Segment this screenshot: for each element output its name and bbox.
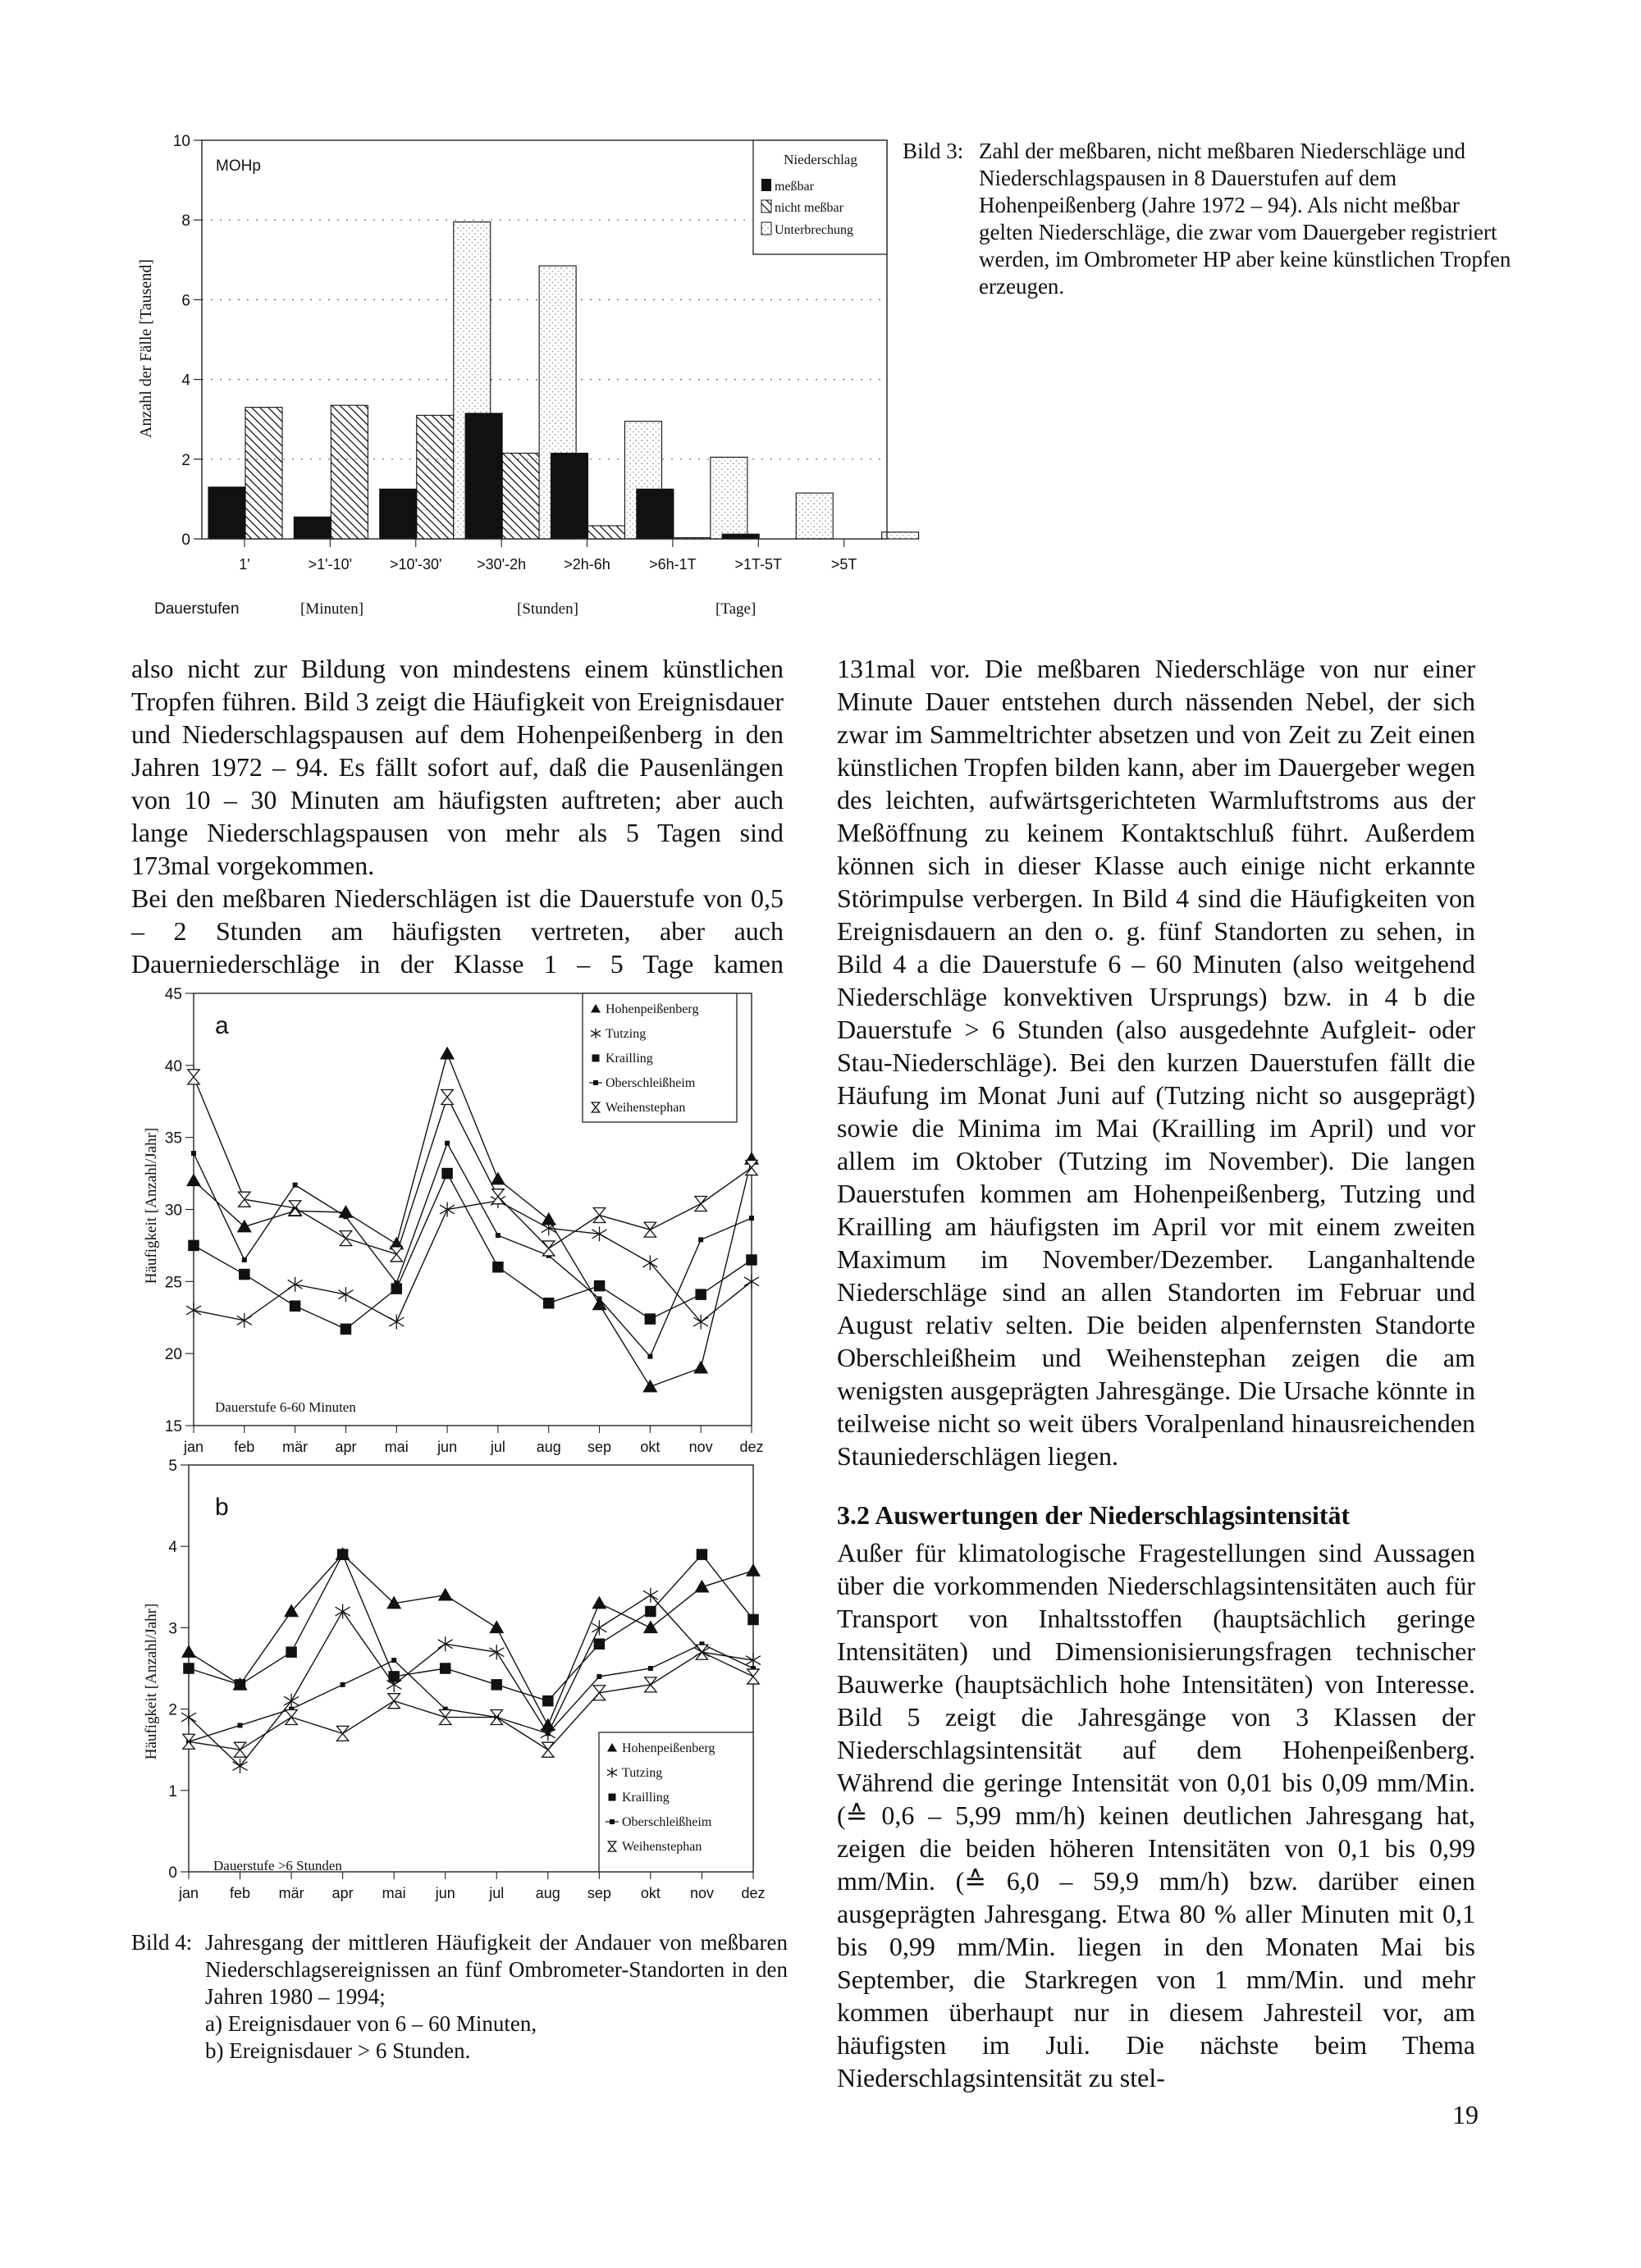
legend-label: nicht meßbar [775,201,843,215]
marker-square [239,1269,250,1280]
marker-hourglass [388,1694,400,1709]
marker-hourglass [188,1070,199,1084]
y-tick-label: 0 [168,1864,177,1882]
marker-square [747,1614,759,1626]
series-line [194,1174,752,1330]
series-krailling [188,1168,757,1335]
marker-small-square [496,1233,501,1238]
x-tick-label: apr [335,1439,357,1455]
y-tick-label: 2 [181,451,190,469]
legend-swatch-solid [761,179,771,191]
x-tick-label: nov [689,1885,714,1901]
marker-small-square [238,1723,243,1727]
x-tick-label: aug [536,1439,561,1455]
legend-label: Tutzing [606,1027,647,1041]
marker-hourglass [747,1669,759,1684]
x-tick-label: 1' [239,556,250,573]
marker-square [645,1606,656,1618]
marker-small-square [597,1674,601,1679]
legend-title: Niederschlag [784,152,857,167]
figure-4-caption [131,1929,788,2065]
series-line [189,1644,753,1741]
marker-square [543,1298,555,1309]
marker-hourglass [441,1089,453,1104]
marker-hourglass [543,1241,555,1256]
marker-triangle [694,1580,709,1593]
bar-hatch [245,408,282,539]
legend-swatch-dots [761,222,771,235]
legend [599,1732,753,1872]
marker-small-square [698,1237,703,1242]
bar-hatch [588,526,625,539]
marker-small-square [191,1151,196,1156]
x-tick-label: jul [489,1885,505,1901]
marker-small-square [647,1354,652,1359]
marker-asterisk [338,1287,353,1302]
marker-square [388,1671,400,1682]
legend-label: meßbar [775,180,814,194]
y-tick-label: 4 [181,372,190,390]
legend-label: Oberschleißheim [606,1076,696,1090]
figure-4b-line-chart [123,1458,796,1901]
unit-label-minutes: [Minuten] [300,600,364,618]
legend-label: Tutzing [622,1766,663,1780]
right-column-text [837,652,1475,2094]
marker-asterisk [288,1277,303,1292]
marker-small-square [293,1183,298,1188]
marker-hourglass [593,1686,605,1700]
y-tick-label: 30 [164,1202,182,1220]
legend-label: Krailling [606,1052,653,1066]
marker-asterisk [186,1303,201,1317]
marker-triangle [592,1596,606,1609]
bar-solid [465,413,502,539]
marker-hourglass [593,1208,605,1223]
bar-solid [380,489,417,539]
y-tick-label: 8 [181,212,190,230]
marker-hourglass [696,1645,707,1659]
caption-label: Bild 4: [131,1930,193,1955]
marker-square [645,1313,656,1325]
figure-3-caption [903,138,1518,300]
series-oberschleißheim [191,1141,754,1359]
x-axis-ticks [183,1426,764,1455]
panel-label: b [215,1494,229,1521]
y-tick-label: 15 [164,1418,182,1435]
legend-label: Hohenpeißenberg [622,1741,715,1755]
bar-dots [711,457,747,539]
legend-label: Hohenpeißenberg [606,1002,699,1016]
x-tick-label: mai [382,1885,406,1901]
y-axis-ticks [165,986,194,1435]
marker-small-square [445,1141,450,1146]
marker-hourglass [492,1189,504,1204]
legend-label: Oberschleißheim [622,1815,712,1829]
bar-solid [208,487,245,539]
marker-square [440,1663,451,1674]
marker-asterisk [237,1313,252,1328]
y-tick-label: 10 [172,133,190,150]
marker-hourglass [746,1161,757,1175]
series-tutzing [186,1193,759,1330]
marker-triangle [643,1620,658,1633]
series-line [189,1554,753,1701]
marker-square [492,1262,504,1273]
bar-hatch [502,454,539,539]
series-line [189,1554,753,1725]
marker-small-square [597,1296,602,1301]
x-tick-label: dez [741,1885,766,1901]
series-hohenpeißenberg [181,1547,761,1731]
marker-square [235,1679,246,1691]
caption-line: Jahresgang der mittleren Häufigkeit der Andauer von meßbaren Niederschlagsereignissen an fünf Ombrometer-Standorten in den Jahren 1980 – 1994; [205,1930,788,2009]
x-tick-label: aug [535,1885,560,1901]
y-tick-label: 40 [164,1057,182,1075]
marker-hourglass [289,1201,300,1216]
x-axis-title: Dauerstufen [154,600,240,618]
marker-square [290,1300,301,1312]
marker-small-square [546,1731,551,1736]
chart-annotation: Dauerstufe 6-60 Minuten [215,1399,356,1415]
x-tick-label: mär [282,1439,309,1455]
marker-triangle [746,1563,761,1577]
paragraph: 131mal vor. Die meßbaren Niederschläge von nur einer Minute Dauer entstehen durch nässenden Nebel, der sich zwar im Sammeltrichter absetzen und von Zeit zu Zeit einen künstlichen Tropfen bilden kann, aber im Dauergeber wegen des leichten, aufwärtsgerichteten Warmluftstroms aus der Meßöffnung zu keinem Kontaktschluß führt. Außerdem können sich in dieser Klasse auch einige nicht erkannte Störimpulse verbergen. In Bild 4 sind die Häufigkeiten von Ereignisdauern an den o. g. fünf Standorten zu sehen, in Bild 4 a die Dauerstufe 6 – 60 Minuten (also weitgehend Niederschläge konvektiven Ursprungs) bzw. in 4 b die Dauerstufe > 6 Stunden (also ausgedehnte Aufgleit- oder Stau-Niederschläge). Bei den kurzen Dauerstufen fällt die Häufung im Monat Juni auf (Tutzing nicht so ausgeprägt) sowie die Minima im Mai (Krailling im April) und vor allem im Oktober (Tutzing im November). Die langen Dauerstufen kommen am Hohenpeißenberg, Tutzing und Krailling am häufigsten im April vor mit einem zweiten Maximum im November/Dezember. Langanhaltende Niederschläge sind an allen Standorten im Februar und August relativ selten. Die beiden alpenfernsten Standorte Oberschleißheim und Weihenstephan zeigen die am wenigsten ausgeprägten Jahresgänge. Die Ursache könnte in teilweise nicht so weit übers Voralpenland hinausreichenden Stauniederschlägen liegen. [837,654,1475,1471]
marker-square [341,1324,352,1335]
marker-asterisk [438,1636,453,1651]
legend-label: Weihenstephan [622,1840,702,1854]
x-tick-label: >30'-2h [477,556,527,573]
series-line [194,1143,752,1357]
marker-hourglass [183,1734,194,1749]
marker-square [697,1549,708,1560]
station-label: MOHp [216,157,261,175]
x-tick-label: jun [437,1439,458,1455]
marker-hourglass [644,1222,656,1237]
legend-label: Weihenstephan [606,1101,686,1115]
marker-small-square [394,1280,399,1285]
marker-asterisk [336,1604,350,1619]
marker-square [337,1549,349,1560]
marker-asterisk [489,1645,504,1659]
x-tick-label: >1'-10' [308,556,353,573]
marker-square [441,1168,453,1180]
marker-asterisk [592,1620,606,1635]
marker-hourglass [695,1196,706,1211]
marker-square [594,1280,606,1292]
marker-hourglass [542,1742,554,1757]
legend-swatch-hatch [761,200,771,212]
bar-hatch [331,405,368,539]
caption-line: b) Ereignisdauer > 6 Stunden. [205,2038,471,2063]
marker-hourglass [336,1726,348,1741]
bar-hatch [417,415,454,539]
bars [208,222,919,539]
y-tick-label: 5 [168,1458,177,1475]
unit-label-hours: [Stunden] [517,600,578,618]
x-tick-label: okt [640,1439,661,1455]
y-tick-label: 1 [168,1782,177,1800]
x-tick-label: sep [587,1885,611,1901]
x-tick-label: sep [587,1439,612,1455]
figure-3-bar-chart [123,123,903,648]
bar-solid [722,534,759,539]
marker-square [609,1794,616,1801]
x-axis-ticks [178,1872,766,1901]
figure-4a-line-chart [123,976,796,1455]
series-oberschleißheim [186,1641,756,1744]
series-krailling [183,1549,759,1706]
marker-square [592,1055,600,1062]
marker-square [594,1638,606,1650]
marker-square [286,1646,297,1658]
y-tick-label: 0 [181,532,190,549]
marker-small-square [343,1214,348,1219]
marker-hourglass [645,1677,656,1692]
marker-asterisk [440,1202,455,1217]
chart-annotation: Dauerstufe >6 Stunden [213,1858,342,1873]
paragraph: Bei den meßbaren Niederschlägen ist die Dauerstufe von 0,5 – 2 Stunden am häufigsten vertreten, aber auch Dauerniederschläge in der Klasse 1 – 5 Tage kamen [131,883,784,979]
x-tick-label: mär [278,1885,304,1901]
y-axis-title: Anzahl der Fälle [Tausend] [137,259,155,438]
x-tick-label: dez [739,1439,764,1455]
marker-small-square [391,1658,396,1663]
marker-hourglass [340,1231,351,1246]
legend [583,993,737,1122]
x-tick-label: >10'-30' [390,556,442,573]
x-tick-label: feb [230,1885,251,1901]
marker-triangle [642,1380,657,1393]
marker-square [746,1254,757,1266]
left-column-text [131,652,784,980]
y-tick-label: 4 [168,1539,177,1557]
marker-small-square [242,1257,247,1262]
y-axis-title: Häufigkeit [Anzahl/Jahr] [143,1127,160,1285]
panel-label: a [215,1012,229,1039]
x-tick-label: feb [234,1439,255,1455]
x-tick-label: jul [490,1439,505,1455]
marker-square [491,1679,503,1691]
marker-triangle [489,1620,504,1633]
paragraph: Außer für klimatologische Fragestellungen sind Aussagen über die vorkommenden Niederschlagsintensitäten auch für Transport von Inhaltsstoffen (hauptsächlich geringe Intensitäten) und Dimensionisierungsfragen technischer Bauwerke (hauptsächlich hohe Intensitäten) von Interesse. Bild 5 zeigt die Jahresgänge von 3 Klassen der Niederschlagsintensität auf dem Hohenpeißenberg. Während die geringe Intensität von 0,01 bis 0,09 mm/Min. (≙ 0,6 – 5,99 mm/h) keinen deutlichen Jahresgang hat, zeigen die beiden höheren Intensitäten von 0,1 bis 0,99 mm/Min. (≙ 6,0 – 59,9 mm/h) bzw. darüber einen ausgeprägten Jahresgang. Etwa 80 % aller Minuten mit 0,1 bis 0,99 mm/Min. liegen in den Monaten Mai bis September, die Starkregen von 1 mm/Min. und mehr kommen überhaupt nur in diesem Jahresteil vor, am häufigsten im Juli. Die nächste beim Thema Niederschlagsintensität zu stel- [837,1538,1475,2092]
marker-triangle [181,1645,196,1658]
y-tick-label: 35 [164,1129,182,1148]
marker-hourglass [234,1742,245,1757]
legend [753,140,887,254]
bar-solid [637,489,674,539]
y-axis-title: Häufigkeit [Anzahl/Jahr] [143,1603,160,1760]
marker-triangle [186,1173,201,1186]
y-tick-label: 6 [181,292,190,310]
caption-line: a) Ereignisdauer von 6 – 60 Minuten, [205,2011,537,2036]
marker-triangle [440,1047,455,1060]
y-axis-ticks [173,133,202,549]
x-tick-label: jan [183,1439,204,1455]
x-tick-label: jun [435,1885,455,1901]
x-tick-label: >6h-1T [649,556,697,573]
y-tick-label: 45 [164,986,182,1003]
x-tick-label: okt [640,1885,661,1901]
caption-text: Zahl der meßbaren, nicht meßbaren Niederschläge und Niederschlagspausen in 8 Dauerstufen auf dem Hohenpeißenberg (Jahre 1972 – 94). Als nicht meßbar gelten Niederschläge, die zwar vom Dauergeber registriert werden, im Ombrometer HP aber keine künstlichen Tropfen erzeugen. [979,139,1511,299]
y-tick-label: 25 [164,1274,182,1292]
legend-label: Krailling [622,1791,670,1805]
marker-triangle [693,1361,708,1374]
x-axis-ticks [239,539,857,573]
x-tick-label: apr [331,1885,354,1901]
bar-solid [294,517,331,539]
bar-dots [796,493,833,539]
marker-square [183,1663,194,1674]
x-tick-label: mai [384,1439,409,1455]
marker-hourglass [239,1192,250,1207]
x-tick-label: >2h-6h [564,556,610,573]
marker-asterisk [744,1274,759,1289]
page-number: 19 [1452,2100,1479,2129]
marker-asterisk [389,1315,404,1330]
marker-small-square [749,1216,754,1221]
marker-hourglass [391,1247,402,1262]
y-tick-label: 3 [168,1620,177,1638]
x-tick-label: nov [688,1439,713,1455]
x-tick-label: jan [178,1885,199,1901]
marker-square [188,1240,199,1252]
marker-triangle [438,1588,453,1601]
bar-solid [551,454,588,539]
marker-small-square [648,1666,653,1671]
x-tick-label: >5T [830,556,857,573]
marker-triangle [491,1172,505,1185]
unit-label-days: [Tage] [715,600,757,618]
caption-label: Bild 3: [903,139,964,163]
legend-label: Unterbrechung [775,223,853,237]
series-line [194,1201,752,1322]
paragraph: also nicht zur Bildung von mindestens einem künstlichen Tropfen führen. Bild 3 zeigt die Häufigkeit von Ereignisdauer und Niederschlagspausen auf dem Hohenpeißenberg in den Jahren 1972 – 94. Es fällt sofort auf, daß die Pausenlängen von 10 – 30 Minuten am häufigsten auftreten; aber auch lange Niederschlagspausen von mehr als 5 Tagen sind 173mal vorgekommen. [131,654,784,880]
marker-asterisk [592,1226,607,1241]
x-tick-label: >1T-5T [734,556,783,573]
marker-square [542,1695,554,1707]
section-heading: 3.2 Auswertungen der Niederschlagsintensität [837,1500,1351,1530]
y-tick-label: 20 [164,1346,182,1364]
marker-hourglass [286,1710,297,1725]
marker-square [695,1289,706,1300]
marker-small-square [341,1682,345,1687]
y-tick-label: 2 [168,1701,177,1719]
